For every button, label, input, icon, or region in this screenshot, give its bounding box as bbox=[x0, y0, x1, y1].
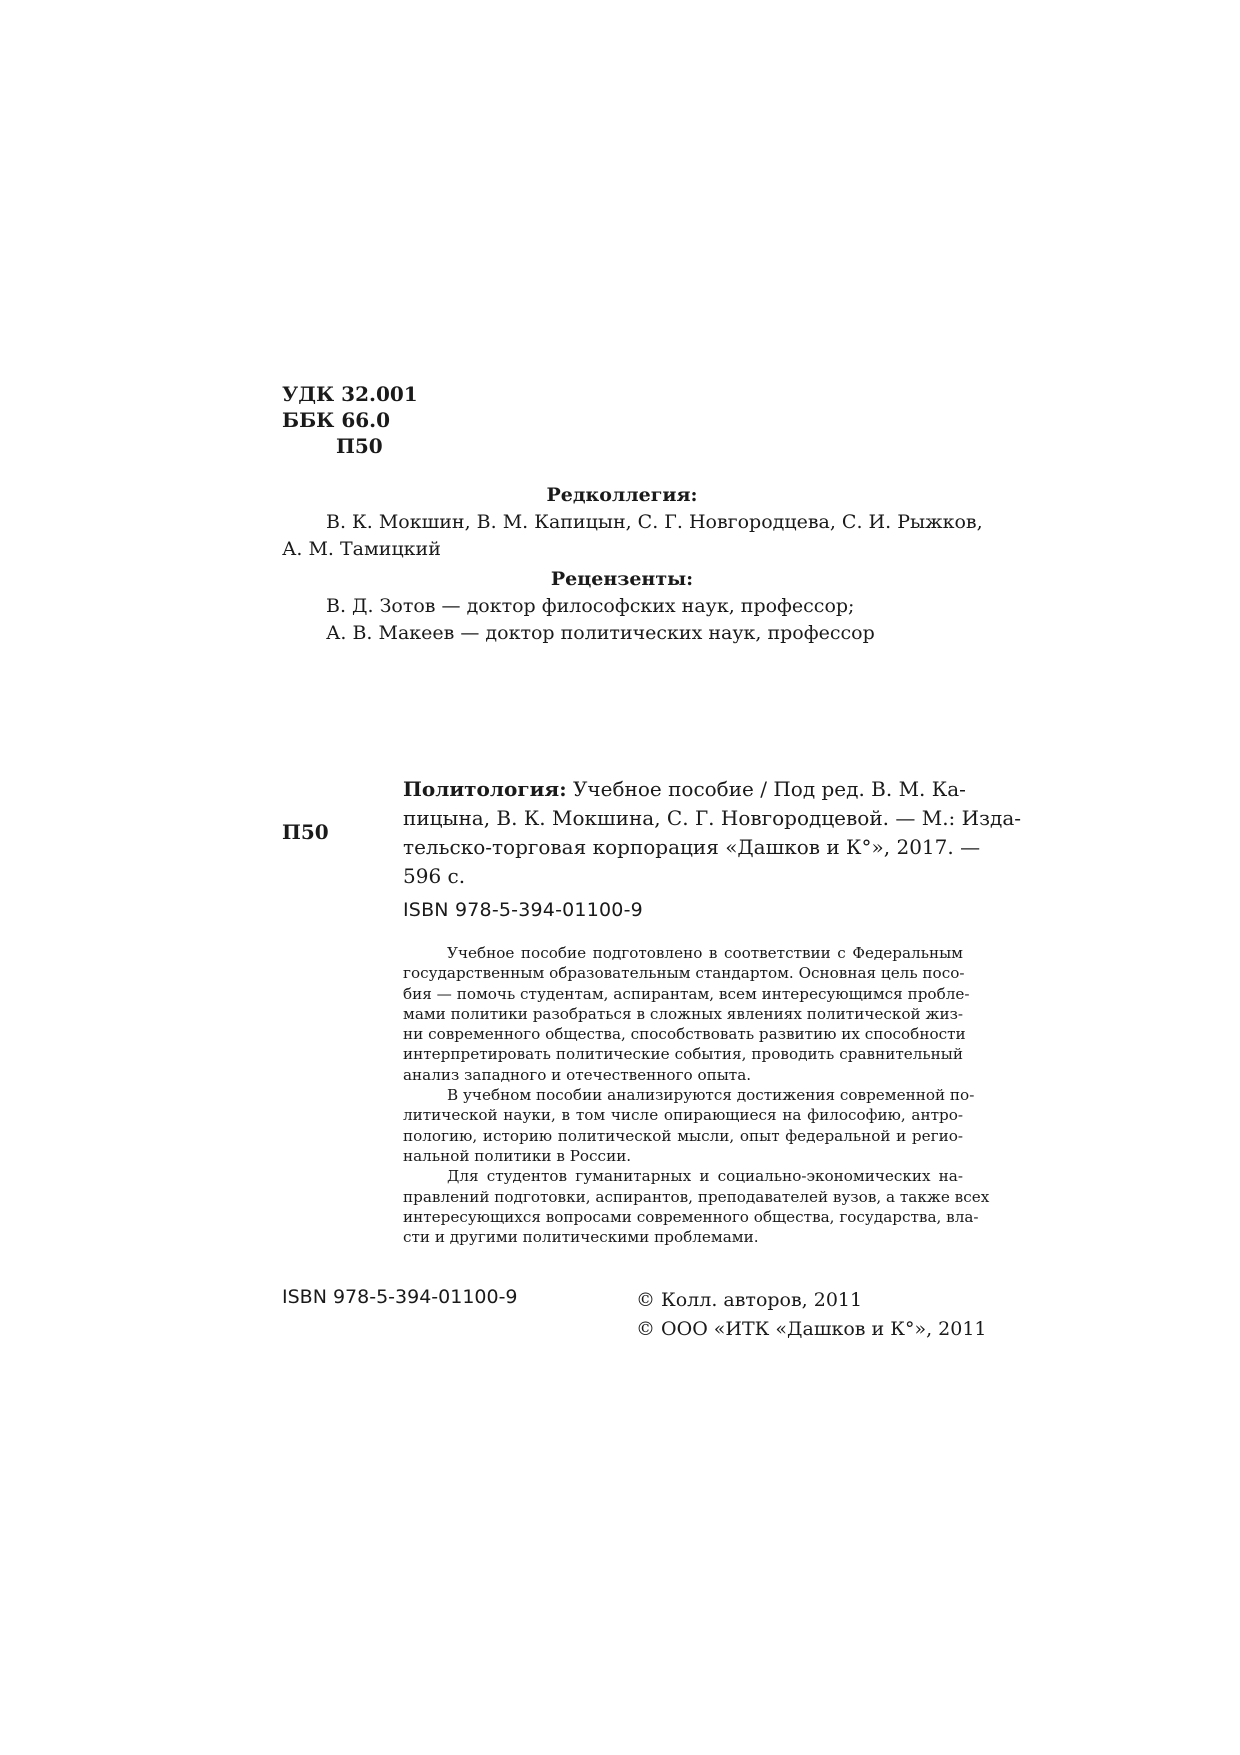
reviewer-line: В. Д. Зотов — доктор философских наук, профессор; bbox=[326, 595, 855, 617]
bibliographic-description bbox=[403, 775, 1021, 891]
isbn-footer: ISBN 978-5-394-01100-9 bbox=[282, 1286, 518, 1308]
abstract bbox=[403, 943, 990, 1247]
udk-code: УДК 32.001 bbox=[282, 382, 418, 406]
reviewer-line: А. В. Макеев — доктор политических наук, профессор bbox=[326, 622, 875, 644]
reviewers-heading: Рецензенты: bbox=[550, 568, 694, 590]
author-sign-side: П50 bbox=[282, 820, 329, 844]
abstract-line: интересующихся вопросами современного общества, государства, вла- bbox=[403, 1207, 979, 1226]
bbk-code: ББК 66.0 bbox=[282, 408, 391, 432]
biblio-line bbox=[403, 775, 966, 804]
abstract-line: государственным образовательным стандартом. Основная цель посо- bbox=[403, 964, 965, 983]
copyright-authors: © Колл. авторов, 2011 bbox=[636, 1289, 863, 1311]
abstract-line: интерпретировать политические события, проводить сравнительный bbox=[403, 1045, 963, 1064]
abstract-line: пологию, историю политической мысли, опыт федеральной и регио- bbox=[403, 1126, 963, 1145]
abstract-line: бия — помочь студентам, аспирантам, всем интересующимся пробле- bbox=[403, 984, 970, 1003]
copyright-publisher: © ООО «ИТК «Дашков и К°», 2011 bbox=[636, 1318, 987, 1340]
editorial-board bbox=[282, 482, 983, 563]
abstract-line: сти и другими политическими проблемами. bbox=[403, 1228, 759, 1247]
abstract-line: В учебном пособии анализируются достижения современной по- bbox=[447, 1086, 975, 1105]
biblio-line: пицына, В. К. Мокшина, С. Г. Новгородцевой. — М.: Изда- bbox=[403, 806, 1021, 830]
abstract-line: ни современного общества, способствовать развитию их способности bbox=[403, 1025, 966, 1044]
editorial-line: А. М. Тамицкий bbox=[282, 538, 441, 560]
editorial-heading: Редколлегия: bbox=[546, 484, 698, 506]
abstract-line: анализ западного и отечественного опыта. bbox=[403, 1065, 752, 1084]
classification-codes bbox=[282, 381, 418, 459]
biblio-line: 596 с. bbox=[403, 864, 466, 888]
abstract-line: Учебное пособие подготовлено в соответствии с Федеральным bbox=[447, 944, 963, 962]
copyright-notices bbox=[636, 1286, 987, 1344]
author-sign-top: П50 bbox=[336, 434, 383, 458]
book-title: Политология: bbox=[403, 777, 567, 801]
biblio-line: тельско-торговая корпорация «Дашков и К°», 2017. — bbox=[403, 835, 981, 859]
abstract-line: нальной политики в России. bbox=[403, 1146, 632, 1165]
editorial-line: В. К. Мокшин, В. М. Капицын, С. Г. Новгородцева, С. И. Рыжков, bbox=[326, 511, 983, 533]
biblio-line1-rest: Учебное пособие / Под ред. В. М. Ка- bbox=[566, 777, 966, 801]
abstract-line: Для студентов гуманитарных и социально-экономических на- bbox=[447, 1167, 963, 1186]
isbn-main: ISBN 978-5-394-01100-9 bbox=[403, 899, 643, 921]
abstract-line: правлений подготовки, аспирантов, преподавателей вузов, а также всех bbox=[403, 1187, 990, 1206]
reviewers bbox=[282, 566, 962, 647]
abstract-line: литической науки, в том числе опирающиеся на философию, антро- bbox=[403, 1106, 963, 1125]
abstract-line: мами политики разобраться в сложных явлениях политической жиз- bbox=[403, 1004, 963, 1023]
